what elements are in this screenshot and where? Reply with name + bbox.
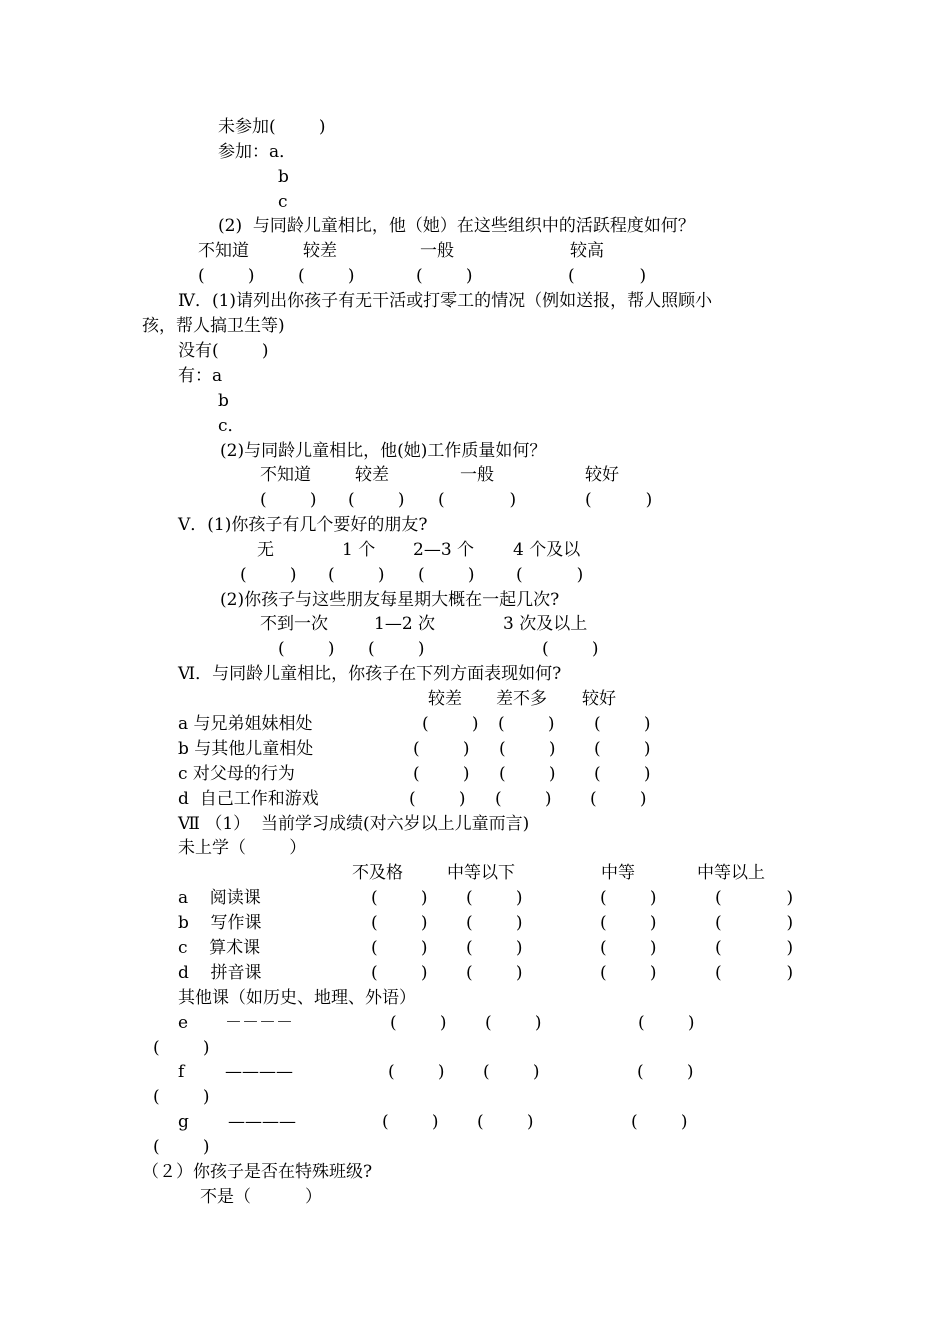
text-line: ( )	[371, 913, 428, 933]
text-line: 较差	[303, 241, 337, 261]
text-line: ( )	[466, 913, 523, 933]
text-line: ( )	[368, 639, 425, 659]
text-line: ( )	[371, 963, 428, 983]
text-line: 一般	[460, 465, 494, 485]
text-line: c 算术课	[178, 938, 261, 958]
text-line: 较好	[585, 465, 619, 485]
text-line: a 阅读课	[178, 888, 261, 908]
text-line: 孩，帮人搞卫生等)	[142, 316, 285, 336]
text-line: ( )	[594, 764, 651, 784]
text-line: b 写作课	[178, 913, 262, 933]
text-line: 一般	[420, 241, 454, 261]
text-line: ————	[228, 1112, 296, 1132]
text-line: ( )	[715, 888, 794, 908]
text-line: 不知道	[198, 241, 249, 261]
text-line: ( )	[298, 266, 355, 286]
text-line: ( )	[477, 1112, 534, 1132]
text-line: ( )	[483, 1062, 540, 1082]
text-line: 3 次及以上	[503, 614, 588, 634]
text-line: (2)你孩子与这些朋友每星期大概在一起几次?	[220, 590, 560, 610]
text-line: c 对父母的行为	[178, 764, 295, 784]
text-line: ( )	[422, 714, 479, 734]
text-line: e	[178, 1013, 189, 1033]
text-line: ( )	[416, 266, 473, 286]
text-line: 未上学（ ）	[178, 838, 307, 858]
text-line: a 与兄弟姐妹相处	[178, 714, 313, 734]
text-line: 差不多	[496, 689, 547, 709]
text-line: 较差	[355, 465, 389, 485]
text-line: ( )	[328, 565, 385, 585]
text-line: ( )	[388, 1062, 445, 1082]
text-line: ( )	[499, 739, 556, 759]
text-line: 其他课（如历史、地理、外语）	[178, 988, 416, 1008]
text-line: ( )	[409, 789, 466, 809]
text-line: 中等	[601, 863, 635, 883]
text-line: 1 个	[342, 540, 376, 560]
text-line: (2) 与同龄儿童相比，他（她）在这些组织中的活跃程度如何？	[218, 216, 695, 236]
text-line: b 与其他儿童相处	[178, 739, 314, 759]
text-line: 较高	[570, 241, 604, 261]
text-line: ( )	[278, 639, 335, 659]
text-line: ( )	[631, 1112, 688, 1132]
text-line: 4 个及以	[513, 540, 581, 560]
text-line: b	[218, 391, 229, 411]
text-line: ( )	[715, 938, 794, 958]
text-line: ( )	[153, 1087, 210, 1107]
text-line: ( )	[240, 565, 297, 585]
text-line: ( )	[466, 938, 523, 958]
text-line: ( )	[585, 490, 653, 510]
text-line: ( )	[600, 888, 657, 908]
text-line: ( )	[516, 565, 584, 585]
text-line: （２）你孩子是否在特殊班级?	[142, 1162, 373, 1182]
text-line: 没有( )	[178, 341, 269, 361]
text-line: g	[178, 1112, 189, 1132]
text-line: 中等以下	[447, 863, 515, 883]
text-line: ( )	[390, 1013, 447, 1033]
text-line: ( )	[715, 913, 794, 933]
text-line: －－－－	[225, 1013, 293, 1033]
text-line: ( )	[495, 789, 552, 809]
text-line: ( )	[418, 565, 475, 585]
text-line: ( )	[466, 888, 523, 908]
text-line: ( )	[413, 764, 470, 784]
text-line: c	[278, 192, 288, 212]
text-line: 不到一次	[260, 614, 328, 634]
text-line: ( )	[382, 1112, 439, 1132]
text-line: b	[278, 167, 289, 187]
text-line: c．	[218, 416, 245, 436]
text-line: ( )	[153, 1137, 210, 1157]
text-line: Ⅶ （1） 当前学习成绩(对六岁以上儿童而言)	[178, 814, 530, 834]
text-line: 不知道	[260, 465, 311, 485]
text-line: ( )	[485, 1013, 542, 1033]
text-line: (2)与同龄儿童相比，他(她)工作质量如何？	[220, 441, 547, 461]
text-line: ( )	[153, 1038, 210, 1058]
text-line: ( )	[600, 963, 657, 983]
text-line: 不及格	[352, 863, 403, 883]
text-line: 有：a	[178, 366, 223, 386]
text-line: ( )	[198, 266, 255, 286]
text-line: ( )	[600, 938, 657, 958]
text-line: 参加：a．	[218, 142, 297, 162]
text-line: ( )	[371, 888, 428, 908]
text-line: Ⅴ．(1)你孩子有几个要好的朋友?	[178, 515, 428, 535]
text-line: ( )	[600, 913, 657, 933]
text-line: 较差	[428, 689, 462, 709]
text-line: 无	[257, 540, 274, 560]
text-line: Ⅵ．与同龄儿童相比，你孩子在下列方面表现如何?	[178, 664, 562, 684]
text-line: ( )	[594, 739, 651, 759]
text-line: ( )	[498, 714, 555, 734]
text-line: 中等以上	[697, 863, 765, 883]
text-line: ( )	[637, 1062, 694, 1082]
text-line: ( )	[715, 963, 794, 983]
text-line: f	[178, 1062, 185, 1082]
text-line: ( )	[466, 963, 523, 983]
text-line: ( )	[438, 490, 517, 510]
text-line: ( )	[413, 739, 470, 759]
text-line: 不是（ ）	[200, 1187, 323, 1207]
text-line: 未参加( )	[218, 117, 326, 137]
text-line: ————	[225, 1062, 293, 1082]
text-line: ( )	[638, 1013, 695, 1033]
text-line: ( )	[371, 938, 428, 958]
text-line: 1—2 次	[374, 614, 436, 634]
text-line: Ⅳ．(1)请列出你孩子有无干活或打零工的情况（例如送报，帮人照顾小	[178, 291, 713, 311]
text-line: d 拼音课	[178, 963, 262, 983]
text-line: ( )	[542, 639, 599, 659]
text-line: ( )	[348, 490, 405, 510]
text-line: ( )	[499, 764, 556, 784]
text-line: 2—3 个	[413, 540, 475, 560]
text-line: ( )	[568, 266, 647, 286]
text-line: 较好	[582, 689, 616, 709]
text-line: ( )	[590, 789, 647, 809]
text-line: ( )	[260, 490, 317, 510]
text-line: d 自己工作和游戏	[178, 789, 319, 809]
text-line: ( )	[594, 714, 651, 734]
